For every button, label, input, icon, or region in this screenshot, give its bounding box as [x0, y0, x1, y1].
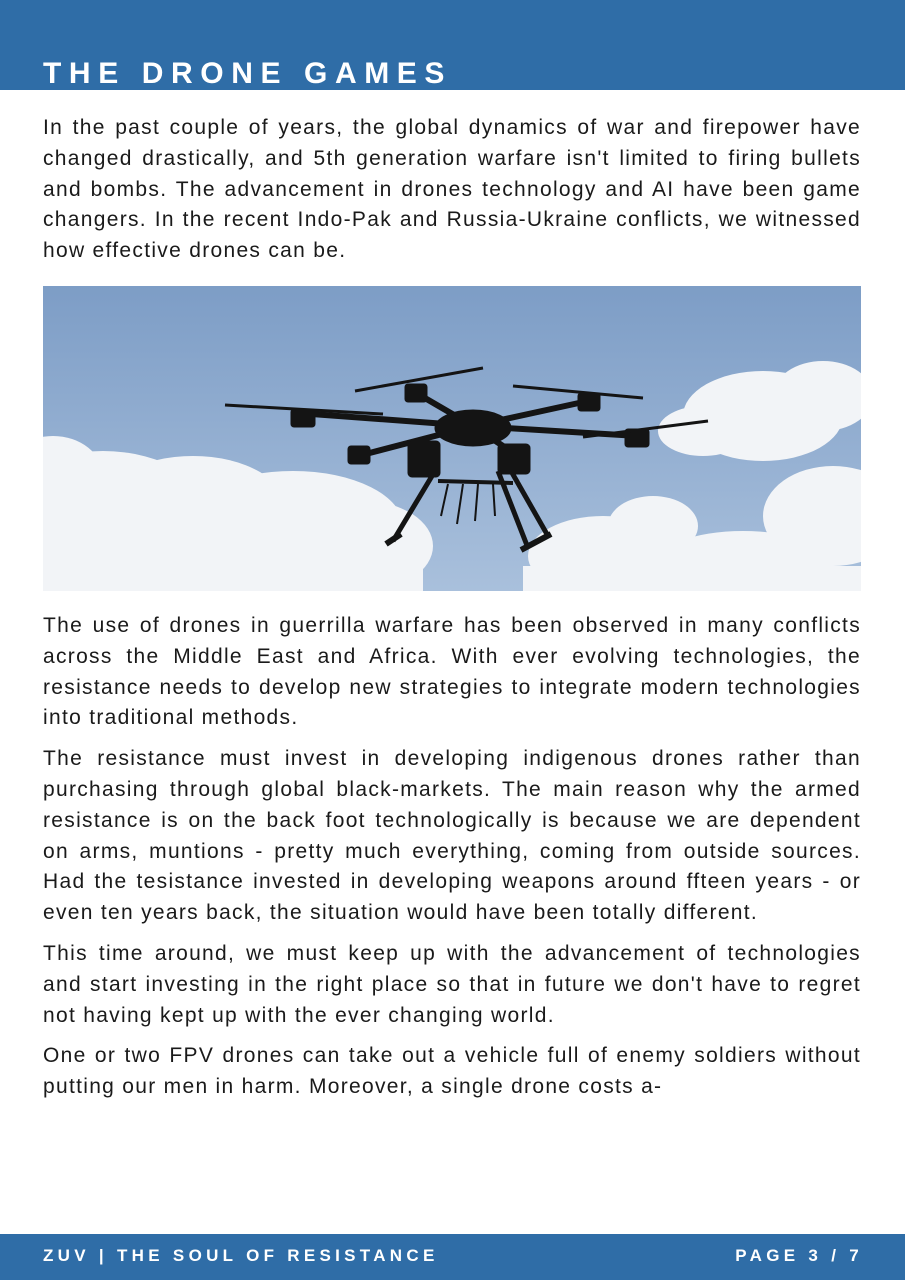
page-number: PAGE 3 / 7 [735, 1246, 863, 1265]
drone-photo [43, 286, 861, 591]
article-body [43, 113, 861, 1103]
paragraph-4: One or two FPV drones can take out a vehicle full of enemy soldiers without putting our men in harm. Moreover, a single drone costs a- [43, 1044, 861, 1099]
publication-name: ZUV | THE SOUL OF RESISTANCE [43, 1246, 439, 1265]
footer-bar [0, 1234, 905, 1280]
header-bar [0, 0, 905, 90]
paragraph-1: The use of drones in guerrilla warfare has been observed in many conflicts across the Middle East and Africa. With ever evolving technologies, the resistance needs to develop new strategies to integrate modern technologies into traditional methods. [43, 613, 861, 730]
intro-paragraph: In the past couple of years, the global dynamics of war and firepower have changed drastically, and 5th generation warfare isn't limited to firing bullets and bombs. The advancement in drones technology and AI have been game changers. In the recent Indo-Pak and Russia-Ukraine conflicts, we witnessed how effective drones can be. [43, 116, 861, 263]
paragraph-2: The resistance must invest in developing indigenous drones rather than purchasing through global black-markets. The main reason why the armed resistance is on the back foot technologically is because we are dependent on arms, muntions - pretty much everything, coming from outside sources. Had the tesistance invested in developing weapons around ffteen years - or even ten years back, the situation would have been totally different. [43, 747, 861, 925]
page-title: THE DRONE GAMES [43, 57, 453, 90]
paragraph-3: This time around, we must keep up with the advancement of technologies and start investing in the right place so that in future we don't have to regret not having kept up with the ever changing world. [43, 941, 861, 1027]
